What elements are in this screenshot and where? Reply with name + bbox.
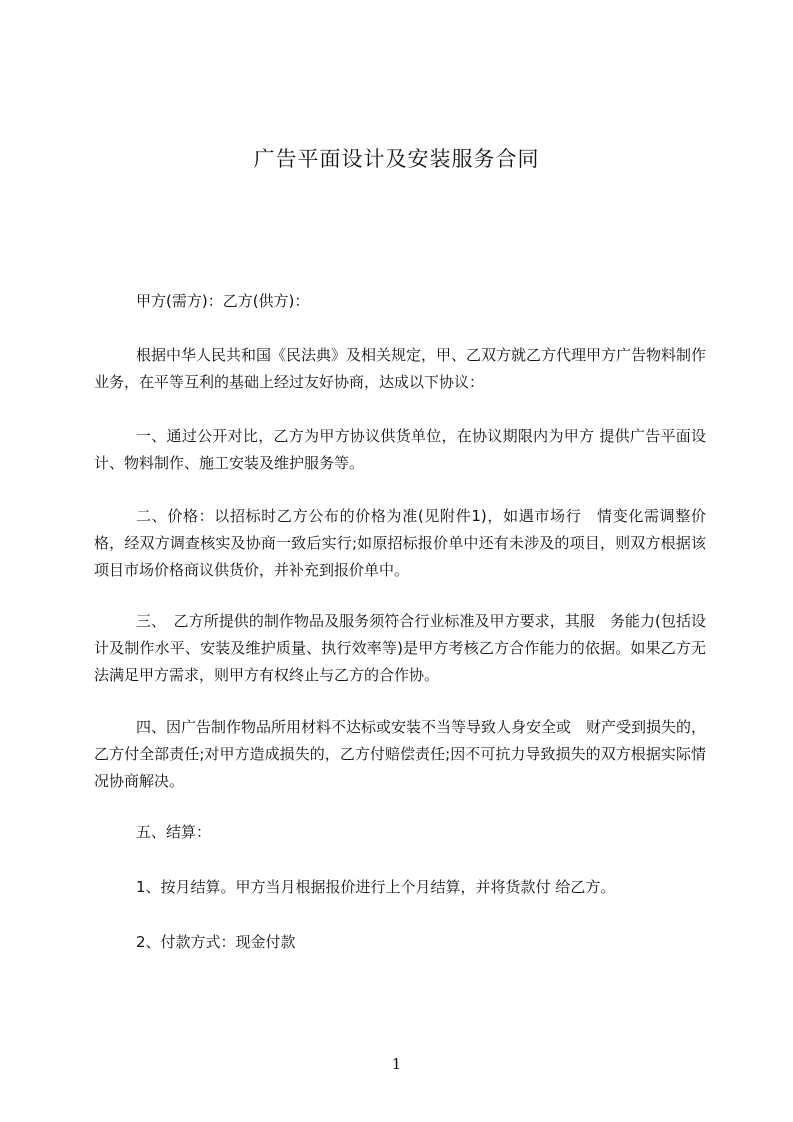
clause-1: 一、通过公开对比，乙方为甲方协议供货单位，在协议期限内为甲方 提供广告平面设计、物料制作、施工安装及维护服务等。	[94, 427, 706, 472]
parties-line: 甲方(需方)：乙方(供方)：	[136, 292, 310, 310]
clause-4: 四、因广告制作物品所用材料不达标或安装不当等导致人身安全或 财产受到损失的，乙方付全部责任;对甲方造成损失的，乙方付赔偿责任;因不可抗力导致损失的双方根据实际情况协商解决。	[94, 718, 707, 790]
intro-paragraph: 根据中华人民共和国《民法典》及相关规定，甲、乙双方就乙方代理甲方广告物料制作业务，在平等互利的基础上经过友好协商，达成以下协议：	[94, 346, 707, 391]
settlement-item-2: 2、付款方式：现金付款	[136, 933, 296, 951]
clause-3: 三、 乙方所提供的制作物品及服务须符合行业标准及甲方要求，其服 务能力(包括设计及制作水平、安装及维护质量、执行效率等)是甲方考核乙方合作能力的依据。如果乙方无法满足甲方需求，则甲方有权终止与乙方的合作协。	[94, 612, 706, 684]
document-title: 广告平面设计及安装服务合同	[253, 147, 540, 171]
clause-2: 二、价格：以招标时乙方公布的价格为准(见附件1)，如遇市场行 情变化需调整价格，经双方调查核实及协商一致后实行;如原招标报价单中还有未涉及的项目，则双方根据该项目市场价格商议供货价，并补充到报价单中。	[94, 507, 706, 579]
page-number: 1	[391, 1055, 402, 1073]
settlement-item-1: 1、按月结算。甲方当月根据报价进行上个月结算，并将货款付 给乙方。	[136, 878, 616, 896]
settlement-heading: 五、结算：	[136, 823, 212, 841]
